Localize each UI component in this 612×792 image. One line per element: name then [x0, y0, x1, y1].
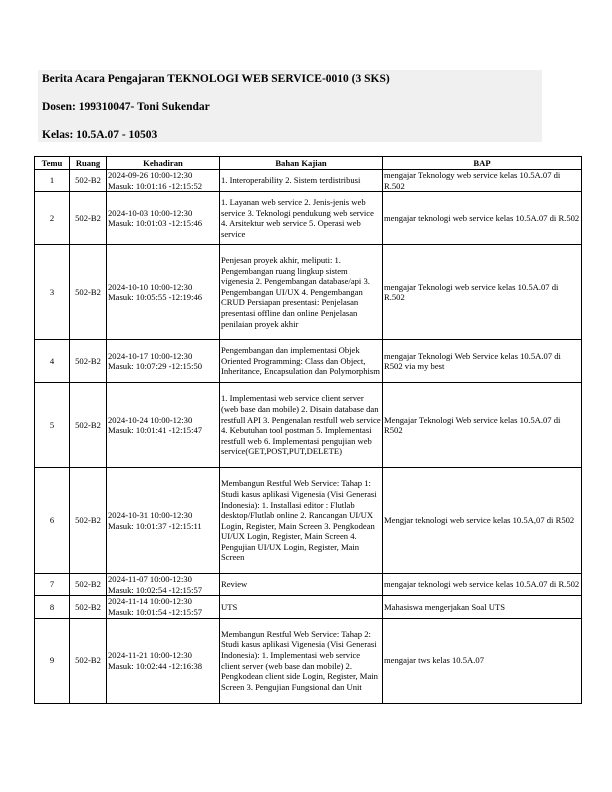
- actual-attendance: Masuk: 10:01:03 -12:15:46: [108, 218, 203, 229]
- cell-bahan-kajian: Pengembangan dan implementasi Objek Oriented Programming: Class dan Object, Inheritance, Encapsulation dan Polymorphism: [220, 340, 383, 383]
- table-row: [35, 618, 582, 703]
- cell-temu: 7: [35, 574, 70, 596]
- cell-bap: mengajar teknologi web service kelas 10.5A.07 di R.502: [383, 574, 582, 596]
- cell-kehadiran: [107, 245, 220, 340]
- cell-ruang: 502-B2: [70, 192, 107, 245]
- cell-bap: mengajar Teknologi web service kelas 10.5A.07 di R.502: [383, 245, 582, 340]
- cell-temu: 3: [35, 245, 70, 340]
- cell-temu: 8: [35, 596, 70, 618]
- cell-kehadiran: [107, 596, 220, 618]
- cell-bahan-kajian: Review: [220, 574, 383, 596]
- table-row: [35, 245, 582, 340]
- column-header-temu: Temu: [35, 157, 70, 170]
- cell-bahan-kajian: Penjesan proyek akhir, meliputi: 1. Pengembangan ruang lingkup sistem vigenesia 2. Pengembangan database/api 3. Pengembangan UI/UX 4. Pengembangan CRUD Persiapan presentasi: Penjelasan presentasi offline dan online Penjelasan penilaian proyek akhir: [220, 245, 383, 340]
- document-header: [38, 70, 542, 142]
- lecturer-info: Dosen: 199310047- Toni Sukendar: [42, 101, 210, 113]
- cell-bap: mengajar Teknology web service kelas 10.5A.07 di R.502: [383, 170, 582, 192]
- actual-attendance: Masuk: 10:02:44 -12:16:38: [108, 660, 203, 671]
- cell-kehadiran: [107, 618, 220, 703]
- actual-attendance: Masuk: 10:01:37 -12:15:11: [108, 520, 202, 531]
- actual-attendance: Masuk: 10:01:16 -12:15:52: [108, 180, 203, 191]
- cell-bap: Mengajar Teknologi Web service kelas 10.5A.07 di R502: [383, 383, 582, 468]
- cell-temu: 5: [35, 383, 70, 468]
- cell-ruang: 502-B2: [70, 574, 107, 596]
- cell-kehadiran: [107, 340, 220, 383]
- table-row: [35, 574, 582, 596]
- cell-bap: mengajar Teknologi Web Service kelas 10.5A.07 di R502 via my best: [383, 340, 582, 383]
- cell-bap: mengajar teknologi web service kelas 10.5A.07 di R.502: [383, 192, 582, 245]
- cell-bahan-kajian: Membangun Restful Web Service: Tahap 2: Studi kasus aplikasi Vigenesia (Visi Generasi Indonesia): 1. Implementasi web service client server (web base dan mobile) 2. Pengkodean client side Login, Register, Main Screen 3. Pengujian Fungsional dan Unit: [220, 618, 383, 703]
- actual-attendance: Masuk: 10:01:41 -12:15:47: [108, 425, 203, 436]
- actual-attendance: Masuk: 10:07:29 -12:15:50: [108, 361, 203, 372]
- table-row: [35, 383, 582, 468]
- class-info: Kelas: 10.5A.07 - 10503: [42, 129, 158, 141]
- cell-kehadiran: [107, 468, 220, 574]
- actual-attendance: Masuk: 10:05:55 -12:19:46: [108, 292, 203, 303]
- cell-kehadiran: [107, 192, 220, 245]
- teaching-record-table: [34, 156, 582, 704]
- cell-ruang: 502-B2: [70, 170, 107, 192]
- cell-temu: 1: [35, 170, 70, 192]
- scheduled-time: 2024-10-24 10:00-12:30: [108, 414, 193, 425]
- actual-attendance: Masuk: 10:01:54 -12:15:57: [108, 606, 203, 617]
- document-title: Berita Acara Pengajaran TEKNOLOGI WEB SERVICE-0010 (3 SKS): [42, 73, 390, 85]
- cell-kehadiran: [107, 574, 220, 596]
- table-row: [35, 468, 582, 574]
- column-header-bap: BAP: [383, 157, 582, 170]
- cell-bahan-kajian: 1. Interoperability 2. Sistem terdistribusi: [220, 170, 383, 192]
- cell-ruang: 502-B2: [70, 618, 107, 703]
- cell-ruang: 502-B2: [70, 245, 107, 340]
- scheduled-time: 2024-10-31 10:00-12:30: [108, 510, 193, 521]
- cell-ruang: 502-B2: [70, 340, 107, 383]
- cell-kehadiran: [107, 383, 220, 468]
- cell-bahan-kajian: 1. Implementasi web service client server (web base dan mobile) 2. Disain database dan restfull API 3. Pengenalan restfull web service 4. Kebutuhan tool postman 5. Implementasi restfull web 6. Implementasi pengujian web service(GET,POST,PUT,DELETE): [220, 383, 383, 468]
- scheduled-time: 2024-11-14 10:00-12:30: [108, 596, 192, 607]
- cell-ruang: 502-B2: [70, 468, 107, 574]
- cell-bahan-kajian: 1. Layanan web service 2. Jenis-jenis web service 3. Teknologi pendukung web service 4. Arsitektur web service 5. Operasi web service: [220, 192, 383, 245]
- cell-bap: mengajar tws kelas 10.5A.07: [383, 618, 582, 703]
- scheduled-time: 2024-10-03 10:00-12:30: [108, 207, 193, 218]
- scheduled-time: 2024-09-26 10:00-12:30: [108, 170, 193, 180]
- column-header-kehadiran: Kehadiran: [107, 157, 220, 170]
- table-row: [35, 596, 582, 618]
- scheduled-time: 2024-11-21 10:00-12:30: [108, 649, 192, 660]
- scheduled-time: 2024-10-10 10:00-12:30: [108, 281, 193, 292]
- cell-bahan-kajian: UTS: [220, 596, 383, 618]
- cell-ruang: 502-B2: [70, 383, 107, 468]
- actual-attendance: Masuk: 10:02:54 -12:15:57: [108, 584, 203, 595]
- scheduled-time: 2024-11-07 10:00-12:30: [108, 574, 192, 585]
- cell-kehadiran: [107, 170, 220, 192]
- cell-bahan-kajian: Membangun Restful Web Service: Tahap 1: Studi kasus aplikasi Vigenesia (Visi Generasi Indonesia): 1. Installasi editor : Flutlab desktop/Flutlab online 2. Rancangan UI/UX Login, Register, Main Screen 3. Pengkodean UI/UX Login, Register, Main Screen 4. Pengujian UI/UX Login, Register, Main Screen: [220, 468, 383, 574]
- table-header-row: [35, 157, 582, 170]
- cell-temu: 9: [35, 618, 70, 703]
- cell-temu: 2: [35, 192, 70, 245]
- cell-bap: Mahasiswa mengerjakan Soal UTS: [383, 596, 582, 618]
- table-row: [35, 170, 582, 192]
- column-header-bahan-kajian: Bahan Kajian: [220, 157, 383, 170]
- column-header-ruang: Ruang: [70, 157, 107, 170]
- cell-temu: 4: [35, 340, 70, 383]
- table-row: [35, 340, 582, 383]
- cell-temu: 6: [35, 468, 70, 574]
- scheduled-time: 2024-10-17 10:00-12:30: [108, 350, 193, 361]
- cell-bap: Mengjar teknologi web service kelas 10.5A,07 di R502: [383, 468, 582, 574]
- table-row: [35, 192, 582, 245]
- cell-ruang: 502-B2: [70, 596, 107, 618]
